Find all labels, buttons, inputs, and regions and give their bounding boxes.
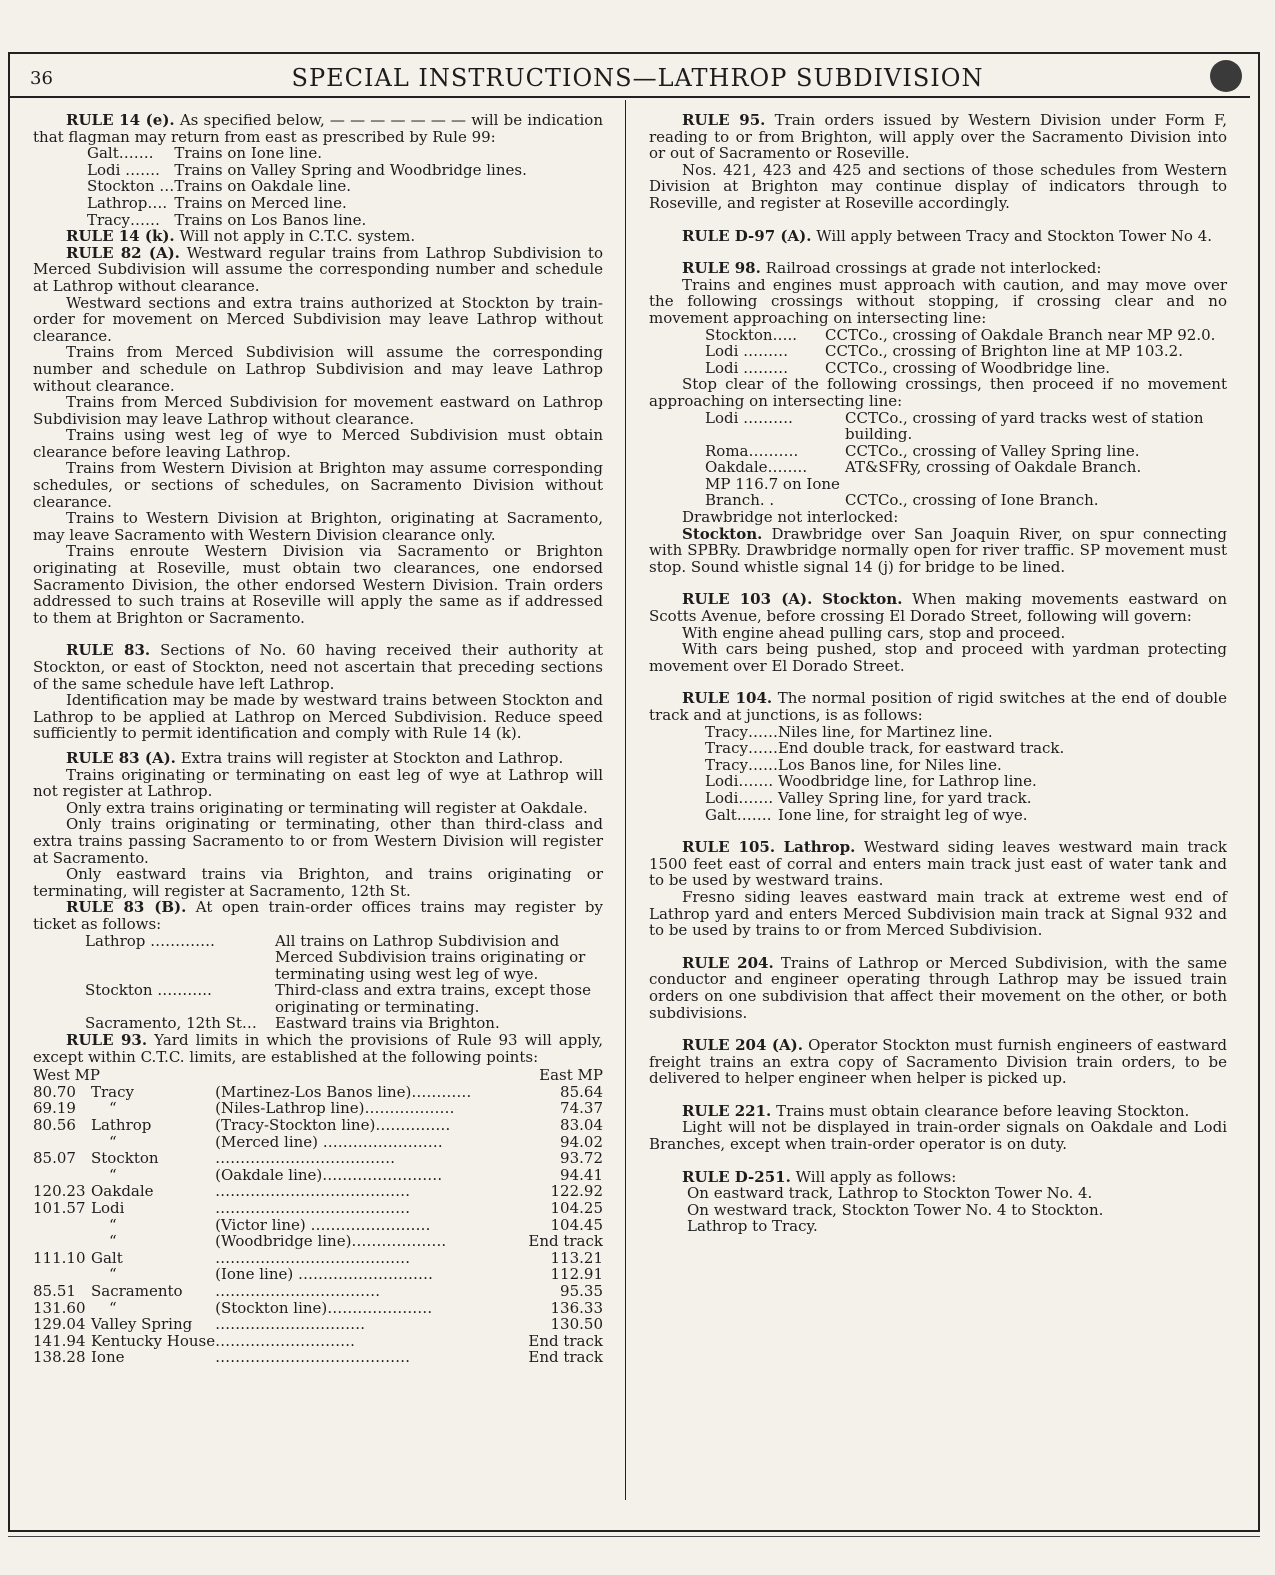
table-row xyxy=(33,1283,603,1300)
line-name: …………………………… xyxy=(215,1282,381,1300)
paragraph: Westward sections and extra trains authorized at Stockton by train-order for movement on Merced Subdivision may leave Lathrop without clearance. xyxy=(33,293,603,345)
list-value: End double track, for eastward track. xyxy=(778,739,1065,758)
header-rule xyxy=(10,96,1250,98)
east-mp: 94.02 xyxy=(560,1132,603,1151)
east-mp: 85.64 xyxy=(560,1082,603,1101)
list-value: Eastward trains via Brighton. xyxy=(275,1014,500,1033)
line-name: (Martinez-Los Banos line)………… xyxy=(215,1083,472,1101)
list-key: Roma………. xyxy=(705,441,799,460)
list-value: Trains on Valley Spring and Woodbridge lines. xyxy=(174,160,527,179)
table-row xyxy=(33,1316,603,1333)
rule-95 xyxy=(649,112,1227,162)
drawbridge-stockton xyxy=(649,526,1227,576)
paragraph: Trains and engines must approach with caution, and may move over the following crossings without stopping, if crossing clear and no movement approaching on intersecting line: xyxy=(649,275,1227,327)
rule-number: RULE 83 (B). xyxy=(66,898,187,917)
table-row xyxy=(33,1333,603,1350)
rule-text: Trains of Lathrop or Merced Subdivision, with the same conductor and engineer operating through Lathrop may be issued train orders on one subdivision that affect their movement on the other, or both subdivisions. xyxy=(649,953,1227,1022)
rule-number: RULE 221. xyxy=(682,1101,772,1120)
list-value: Valley Spring line, for yard track. xyxy=(778,788,1032,807)
east-mp: 113.21 xyxy=(550,1248,603,1267)
list-item xyxy=(705,360,1223,377)
paragraph: Lathrop to Tracy. xyxy=(687,1217,818,1236)
list-key: Tracy…… xyxy=(705,722,778,741)
station: Valley Spring xyxy=(91,1315,193,1334)
rule-text: Yard limits in which the provisions of Rule 93 will apply, except within C.T.C. limits, are established at the following points: xyxy=(33,1031,603,1066)
line-name: ……………………………… xyxy=(215,1150,396,1167)
list-value: Third-class and extra trains, except those originating or terminating. xyxy=(275,981,591,1016)
rule-82a xyxy=(33,245,603,295)
station: “ xyxy=(109,1165,117,1184)
place-name: Stockton. xyxy=(822,590,903,609)
right-column xyxy=(649,112,1227,1235)
left-column xyxy=(33,112,603,1366)
list-value: Niles line, for Martinez line. xyxy=(778,722,993,741)
list-item xyxy=(705,724,1064,741)
rule-93 xyxy=(33,1032,603,1065)
rule-text: Westward siding leaves westward main track 1500 feet east of corral and enters main track just east of water tank and to be used by westward trains. xyxy=(649,838,1227,890)
station: “ xyxy=(109,1132,117,1151)
east-mp: End track xyxy=(528,1331,603,1350)
paragraph: Light will not be displayed in train-order signals on Oakdale and Lodi Branches, except when train-order operator is on duty. xyxy=(649,1118,1227,1154)
rule-text: The normal position of rigid switches at the end of double track and at junctions, is as follows: xyxy=(649,689,1227,724)
paragraph: Only eastward trains via Brighton, and trains originating or terminating, will register at Sacramento, 12th St. xyxy=(33,865,603,900)
rule-d97a xyxy=(649,228,1227,245)
place-name: Lathrop. xyxy=(783,838,856,857)
west-mp: 138.28 xyxy=(33,1348,86,1367)
station: Stockton xyxy=(91,1149,159,1168)
east-mp: 130.50 xyxy=(550,1315,603,1334)
list-value: Los Banos line, for Niles line. xyxy=(778,755,1002,774)
list-key: Oakdale…….. xyxy=(705,458,808,477)
east-mp: 95.35 xyxy=(560,1281,603,1300)
table-row xyxy=(33,1134,603,1151)
east-mp: 94.41 xyxy=(560,1165,603,1184)
page-title: SPECIAL INSTRUCTIONS—LATHROP SUBDIVISION xyxy=(291,64,984,92)
station: “ xyxy=(109,1298,117,1317)
rule-14k xyxy=(33,228,603,245)
line-name: (Tracy-Stockton line)…………… xyxy=(215,1117,451,1134)
station: Lathrop xyxy=(91,1116,152,1135)
station: Galt xyxy=(91,1248,123,1267)
rule-text: Railroad crossings at grade not interlocked: xyxy=(765,259,1102,278)
list-key: Lodi……. xyxy=(705,772,774,791)
east-mp: 93.72 xyxy=(560,1149,603,1168)
line-name: ………………………… xyxy=(215,1316,366,1333)
list-item xyxy=(705,343,1223,360)
list-key: Lodi ………. xyxy=(705,408,793,427)
list-item xyxy=(85,1015,605,1032)
west-mp: 101.57 xyxy=(33,1199,86,1217)
bottom-border xyxy=(8,1536,1260,1537)
rule-204a xyxy=(649,1037,1227,1087)
west-mp xyxy=(33,1217,91,1234)
list-value: CCTCo., crossing of Ione Branch. xyxy=(845,491,1099,510)
paragraph: Drawbridge not interlocked: xyxy=(682,508,899,527)
rule-105 xyxy=(649,839,1227,889)
yard-limits-body xyxy=(33,1084,603,1366)
paragraph: Nos. 421, 423 and 425 and sections of those schedules from Western Division at Brighton may continue display of indicators through to Roseville, and register at Roseville accordingly. xyxy=(649,160,1227,212)
table-row xyxy=(33,1183,603,1200)
line-name: ………………………………… xyxy=(215,1183,411,1200)
list-key: Tracy…… xyxy=(87,210,160,229)
list-item xyxy=(705,410,1223,443)
paragraph: Trains enroute Western Division via Sacramento or Brighton originating at Roseville, must obtain two clearances, one endorsed Sacramento Division, the other endorsed Western Division. Train orders addressed to such trains at Roseville will apply the same as if addressed to them at Brighton or Sacramento. xyxy=(33,542,603,627)
flag-return-list xyxy=(87,145,527,228)
east-mp: 83.04 xyxy=(560,1116,603,1135)
yard-limits-table xyxy=(33,1067,603,1366)
list-item xyxy=(705,443,1223,460)
list-value: Trains on Merced line. xyxy=(174,193,347,212)
rule-number: RULE 104. xyxy=(682,689,773,708)
west-mp: 69.19 xyxy=(33,1099,76,1118)
station: “ xyxy=(109,1232,117,1251)
list-key: Sacramento, 12th St… xyxy=(85,1014,257,1033)
list-value: CCTCo., crossing of yard tracks west of station building. xyxy=(845,408,1204,444)
column-header-west: West MP xyxy=(33,1066,101,1085)
list-item xyxy=(85,982,605,1015)
rule-221 xyxy=(649,1103,1227,1120)
list-value: Trains on Oakdale line. xyxy=(174,177,352,196)
line-name: (Niles-Lathrop line)……………… xyxy=(215,1100,455,1118)
west-mp xyxy=(33,1134,91,1151)
paragraph: Trains to Western Division at Brighton, originating at Sacramento, may leave Sacramento with Western Division clearance only. xyxy=(33,509,603,544)
list-item xyxy=(87,178,527,195)
paragraph: With engine ahead pulling cars, stop and proceed. xyxy=(682,623,1066,642)
line-name: (Ione line) ……………………… xyxy=(215,1266,433,1283)
table-row xyxy=(33,1217,603,1234)
line-name: (Merced line) …………………… xyxy=(215,1133,443,1151)
list-item xyxy=(87,162,527,179)
list-value: AT&SFRy, crossing of Oakdale Branch. xyxy=(845,458,1142,477)
rule-number: RULE 105. xyxy=(682,838,776,857)
rule-text: Will not apply in C.T.C. system. xyxy=(179,227,416,246)
list-item xyxy=(705,773,1064,790)
list-item xyxy=(705,807,1064,824)
line-name: ………………………. xyxy=(215,1332,355,1350)
table-row xyxy=(33,1100,603,1117)
rule-d251 xyxy=(649,1169,1227,1186)
rule-number: RULE 204. xyxy=(682,953,774,972)
rule-number: RULE 14 (e). xyxy=(66,111,175,129)
rule-text: Train orders issued by Western Division under Form F, reading to or from Brighton, will apply over the Sacramento Division into or out of Sacramento or Roseville. xyxy=(649,111,1227,163)
railroad-logo-icon xyxy=(1210,60,1242,92)
rule-104 xyxy=(649,690,1227,723)
list-item xyxy=(87,195,527,212)
rule-text: Trains must obtain clearance before leaving Stockton. xyxy=(776,1101,1190,1120)
west-mp: 111.10 xyxy=(33,1248,86,1267)
rule-text: Drawbridge over San Joaquin River, on spur connecting with SPBRy. Drawbridge normally open for river traffic. SP movement must stop. Sound whistle signal 14 (j) for bridge to be lined. xyxy=(649,524,1227,576)
column-header-east: East MP xyxy=(539,1066,603,1085)
line-name: (Victor line) …………………… xyxy=(215,1216,431,1234)
paragraph: Trains from Merced Subdivision will assume the corresponding number and schedule on Lathrop Subdivision and may leave Lathrop without clearance. xyxy=(33,343,603,395)
rule-number: RULE 83 (A). xyxy=(66,748,176,767)
page-number: 36 xyxy=(30,68,53,89)
list-key: Lodi ……. xyxy=(87,160,160,179)
rule-text: Operator Stockton must furnish engineers of eastward freight trains an extra copy of Sacramento Division train orders, to be delivered to helper engineer when helper is picked up. xyxy=(649,1036,1227,1088)
column-divider xyxy=(625,100,626,1500)
table-row xyxy=(33,1300,603,1317)
line-name: ………………………………… xyxy=(215,1249,411,1267)
rule-83b xyxy=(33,899,603,932)
list-value: All trains on Lathrop Subdivision and Merced Subdivision trains originating or terminating using west leg of wye. xyxy=(275,931,586,983)
east-mp: End track xyxy=(528,1232,603,1251)
list-key: Lodi ……… xyxy=(705,342,789,361)
station: “ xyxy=(109,1215,117,1234)
station: Tracy xyxy=(91,1082,134,1101)
paragraph: Trains using west leg of wye to Merced Subdivision must obtain clearance before leaving Lathrop. xyxy=(33,426,603,461)
rule-text: When making movements eastward on Scotts Avenue, before crossing El Dorado Street, following will govern: xyxy=(649,590,1227,626)
east-mp: 136.33 xyxy=(550,1298,603,1317)
list-value: CCTCo., crossing of Valley Spring line. xyxy=(845,441,1140,460)
crossings-list-1 xyxy=(705,327,1223,377)
list-item xyxy=(705,327,1223,344)
paragraph: Only trains originating or terminating, other than third-class and extra trains passing Sacramento to or from Western Division will register at Sacramento. xyxy=(33,815,603,867)
place-name: Stockton. xyxy=(682,524,763,543)
table-row xyxy=(33,1349,603,1366)
line-name: ………………………………… xyxy=(215,1200,411,1217)
west-mp: 85.07 xyxy=(33,1149,76,1168)
paragraph: On westward track, Stockton Tower No. 4 to Stockton. xyxy=(687,1200,1104,1219)
rule-83 xyxy=(33,642,603,692)
list-value: Trains on Ione line. xyxy=(174,144,322,163)
west-mp xyxy=(33,1233,91,1250)
rule-text: Will apply as follows: xyxy=(795,1167,957,1186)
rule-text: Will apply between Tracy and Stockton Tower No 4. xyxy=(816,226,1213,245)
paragraph: Identification may be made by westward trains between Stockton and Lathrop to be applied at Lathrop on Merced Subdivision. Reduce speed sufficiently to permit identification and comply with Rule 14 (k). xyxy=(33,691,603,743)
rule-number: RULE 14 (k). xyxy=(66,227,175,246)
table-row xyxy=(33,1117,603,1134)
paragraph: Trains originating or terminating on east leg of wye at Lathrop will not register at Lathrop. xyxy=(33,765,603,801)
rule-text: Sections of No. 60 having received their authority at Stockton, or east of Stockton, need not ascertain that preceding sections of the same schedule have left Lathrop. xyxy=(33,641,603,693)
crossings-list-2 xyxy=(705,410,1223,510)
table-row xyxy=(33,1150,603,1167)
list-value: CCTCo., crossing of Brighton line at MP 103.2. xyxy=(825,342,1183,361)
list-key: Stockton … xyxy=(87,177,175,196)
rule-204 xyxy=(649,955,1227,1021)
east-mp: End track xyxy=(528,1348,603,1367)
rule-14e xyxy=(33,112,603,145)
east-mp: 104.25 xyxy=(550,1199,603,1217)
rule-text: At open train-order offices trains may register by ticket as follows: xyxy=(33,898,603,933)
list-item xyxy=(85,933,605,983)
paragraph: Stop clear of the following crossings, then proceed if no movement approaching on intersecting line: xyxy=(649,375,1227,410)
rule-number: RULE 103 (A). xyxy=(682,590,813,609)
west-mp: 120.23 xyxy=(33,1182,86,1201)
list-value: CCTCo., crossing of Oakdale Branch near MP 92.0. xyxy=(825,325,1216,344)
line-name: (Woodbridge line)………………. xyxy=(215,1233,447,1250)
west-mp: 129.04 xyxy=(33,1315,86,1334)
list-item xyxy=(705,476,1223,509)
rigid-switch-list xyxy=(705,724,1064,824)
station: “ xyxy=(109,1099,117,1118)
line-name: ………………………………… xyxy=(215,1349,411,1366)
list-value: Trains on Los Banos line. xyxy=(174,210,367,229)
rule-number: RULE 204 (A). xyxy=(682,1036,803,1055)
table-row xyxy=(33,1167,603,1184)
list-key: Tracy…… xyxy=(705,739,778,758)
paragraph: Fresno siding leaves eastward main track at extreme west end of Lathrop yard and enters Merced Subdivision main track at Signal 932 and to be used by trains to or from Merced Subdivision. xyxy=(649,887,1227,940)
list-key: Galt……. xyxy=(705,805,772,824)
list-item xyxy=(705,757,1064,774)
table-row xyxy=(33,1250,603,1267)
east-mp: 104.45 xyxy=(550,1215,603,1234)
list-key: Tracy…… xyxy=(705,755,778,774)
east-mp: 74.37 xyxy=(560,1099,603,1118)
station: “ xyxy=(109,1265,117,1284)
paragraph: Trains from Western Division at Brighton may assume corresponding schedules, or sections of schedules, on Sacramento Division without clearance. xyxy=(33,459,603,511)
paragraph: With cars being pushed, stop and proceed with yardman protecting movement over El Dorado Street. xyxy=(649,640,1227,675)
table-row xyxy=(33,1200,603,1217)
rule-103a xyxy=(649,591,1227,624)
west-mp: 141.94 xyxy=(33,1331,86,1350)
station: Sacramento xyxy=(91,1281,183,1300)
station: Kentucky House xyxy=(91,1331,216,1350)
list-key: MP 116.7 on Ione Branch. . xyxy=(705,474,840,510)
rule-number: RULE D-97 (A). xyxy=(682,226,812,245)
table-header xyxy=(33,1067,603,1084)
list-key: Galt……. xyxy=(87,144,154,163)
list-key: Lodi……. xyxy=(705,788,774,807)
list-value: Ione line, for straight leg of wye. xyxy=(778,805,1028,824)
register-ticket-list xyxy=(85,933,605,1033)
west-mp: 80.70 xyxy=(33,1082,76,1101)
list-item xyxy=(705,459,1223,476)
list-value: Woodbridge line, for Lathrop line. xyxy=(778,772,1037,791)
list-key: Lathrop…. xyxy=(87,193,168,212)
station: Oakdale xyxy=(91,1182,154,1201)
list-key: Lodi ……… xyxy=(705,358,789,377)
list-value: CCTCo., crossing of Woodbridge line. xyxy=(825,358,1111,377)
rule-83a xyxy=(33,750,603,767)
rule-number: RULE 93. xyxy=(66,1031,148,1050)
rule-text: As specified below, — — — — — — — will be indication that flagman may return from east as prescribed by Rule 99: xyxy=(33,111,603,146)
station: Lodi xyxy=(91,1199,125,1217)
rule-text: Extra trains will register at Stockton and Lathrop. xyxy=(180,748,564,767)
list-item xyxy=(705,740,1064,757)
line-name: (Stockton line)………………… xyxy=(215,1299,433,1317)
table-row xyxy=(33,1233,603,1250)
rule-number: RULE 82 (A). xyxy=(66,243,180,262)
rule-number: RULE D-251. xyxy=(682,1167,791,1186)
west-mp xyxy=(33,1167,91,1184)
line-name: (Oakdale line)…………………… xyxy=(215,1166,443,1184)
rule-text: Westward regular trains from Lathrop Subdivision to Merced Subdivision will assume the corresponding number and schedule at Lathrop without clearance. xyxy=(33,243,603,295)
table-row xyxy=(33,1084,603,1101)
rule-number: RULE 98. xyxy=(682,259,761,278)
west-mp xyxy=(33,1266,91,1283)
east-mp: 112.91 xyxy=(550,1265,603,1284)
paragraph: Only extra trains originating or terminating will register at Oakdale. xyxy=(66,798,588,817)
east-mp: 122.92 xyxy=(550,1182,603,1201)
list-item xyxy=(87,145,527,162)
list-item xyxy=(87,212,527,229)
list-key: Stockton ……….. xyxy=(85,981,212,1000)
list-key: Stockton….. xyxy=(705,325,798,344)
west-mp: 85.51 xyxy=(33,1281,76,1300)
station: Ione xyxy=(91,1348,125,1367)
rule-number: RULE 95. xyxy=(682,111,766,129)
west-mp: 131.60 xyxy=(33,1298,86,1317)
rule-number: RULE 83. xyxy=(66,641,151,660)
table-row xyxy=(33,1266,603,1283)
rule-98 xyxy=(649,260,1227,277)
paragraph: On eastward track, Lathrop to Stockton Tower No. 4. xyxy=(687,1184,1093,1203)
west-mp: 80.56 xyxy=(33,1116,76,1135)
list-key: Lathrop …………. xyxy=(85,931,215,950)
list-item xyxy=(705,790,1064,807)
paragraph: Trains from Merced Subdivision for movement eastward on Lathrop Subdivision may leave Lathrop without clearance. xyxy=(33,393,603,428)
